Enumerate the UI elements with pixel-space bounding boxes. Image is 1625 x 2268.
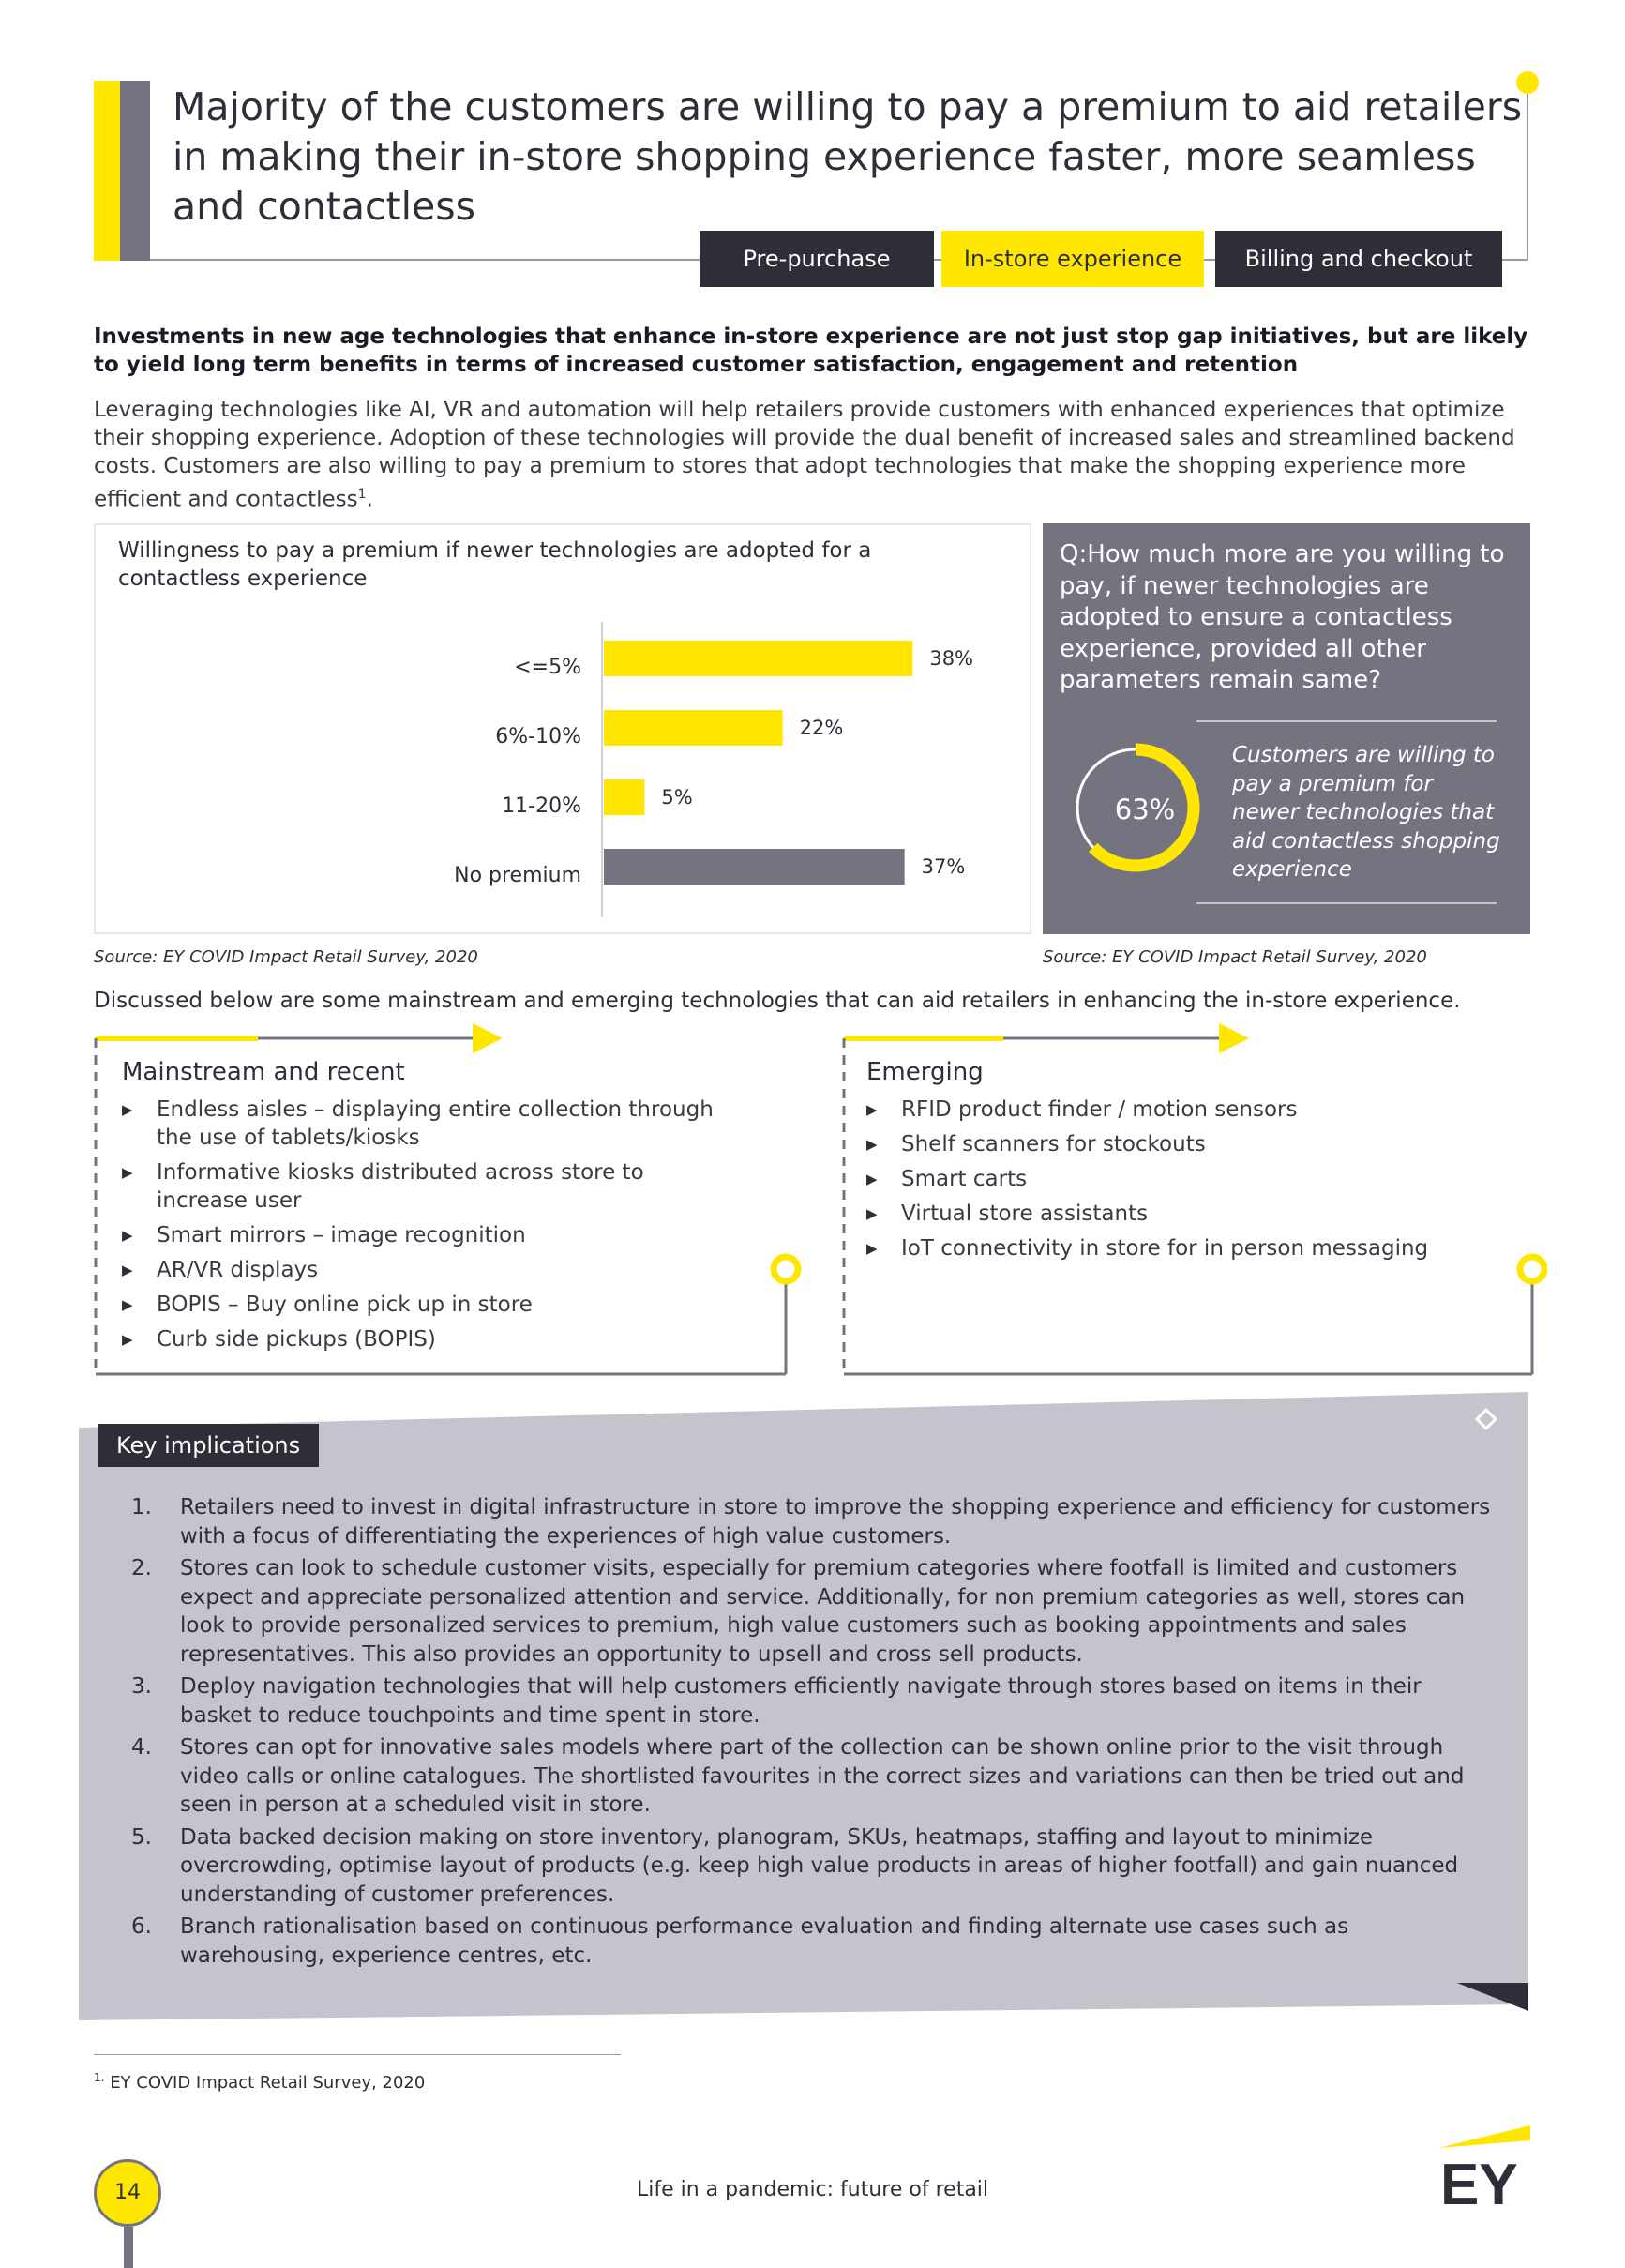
chart-value-label: 37% [921, 855, 966, 878]
donut-caption: Customers are willing to pay a premium for newer technologies that aid contactless shopping experience [1232, 743, 1500, 882]
list-item: ▶ Virtual store assistants [866, 1202, 1149, 1226]
footnote: $^{1.}$ EY COVID Impact Retail Survey, 2020 [94, 2071, 426, 2093]
chart-category-label: 6%-10% [495, 725, 581, 748]
list-item: ▶ Endless aisles – displaying entire collection through the use of tablets/kiosks [122, 1097, 714, 1150]
tab-pre-purchase[interactable]: Pre-purchase [700, 231, 934, 287]
bullet-arrow-icon: ▶ [866, 1240, 878, 1257]
footer-title: Life in a pandemic: future of retail [636, 2178, 989, 2201]
intro-lead: Investments in new age technologies that enhance in-store experience are not just stop gap initiatives, but are likely to yield long term benefits in terms of increased customer satisfaction, engagement and retention [94, 325, 1528, 377]
bullet-arrow-icon: ▶ [122, 1101, 133, 1118]
donut-value: 63% [1114, 794, 1176, 825]
chart-source: Source: EY COVID Impact Retail Survey, 2020 [94, 947, 478, 967]
ring-icon [1520, 1257, 1544, 1281]
list-item: ▶ Smart carts [866, 1167, 1028, 1191]
implication-item: 2. Stores can look to schedule customer visits, especially for premium categories where footfall is limited and customers expect and appreciate personalized attention and service. Additionally, for non premium categories as well, stores can look to provide personalized services to premium, high value customers such as booking appointments and sales representatives. This also provides an opportunity to upsell and cross sell products. [131, 1556, 1466, 1667]
header-accent-grey [120, 81, 150, 261]
key-implications-label: Key implications [98, 1424, 319, 1467]
intro-body: Leveraging technologies like AI, VR and automation will help retailers provide customers with enhanced experiences that optimize their shopping experience. Adoption of these technologies will provide the dual benefit of increased sales and streamlined backend costs. Customers are also willing to pay a premium to stores that adopt technologies that make the shopping experience more efficient and contactless$^1$. [94, 398, 1515, 512]
bullet-arrow-icon: ▶ [866, 1136, 878, 1153]
arrow-right-icon [1219, 1023, 1249, 1053]
implication-item: 1. Retailers need to invest in digital infrastructure in store to improve the shopping experience and efficiency for customers with a focus of differentiating the experiences of high value customers. [131, 1495, 1491, 1549]
question-divider-top [1196, 720, 1497, 722]
ey-logo [1438, 2122, 1532, 2215]
header-accent-yellow [94, 81, 120, 261]
mainstream-list [122, 1096, 722, 1360]
question-divider-bottom [1196, 902, 1497, 904]
list-item: ▶ BOPIS – Buy online pick up in store [122, 1293, 533, 1317]
page-number-stem [124, 2227, 133, 2268]
list-item: ▶ IoT connectivity in store for in person messaging [866, 1236, 1429, 1261]
chart-category-label: <=5% [514, 656, 581, 679]
chart-value-label: 22% [799, 717, 844, 739]
key-implications-list [128, 1493, 1497, 1973]
implication-item: 3. Deploy navigation technologies that will help customers efficiently navigate through stores based on items in their basket to reduce touchpoints and time spent in store. [131, 1674, 1422, 1728]
list-item: ▶ AR/VR displays [122, 1258, 319, 1282]
chart-bar [604, 779, 644, 815]
discussed-text: Discussed below are some mainstream and emerging technologies that can aid retailers in enhancing the in-store experience. [94, 989, 1461, 1013]
page-title: Majority of the customers are willing to pay a premium to aid retailers in making their in-store shopping experience faster, more seamless and contactless [173, 84, 1523, 229]
tab-in-store-experience[interactable]: In-store experience [941, 231, 1204, 287]
mainstream-heading: Mainstream and recent [122, 1058, 405, 1086]
emerging-list [866, 1096, 1467, 1269]
page-number: 14 [94, 2159, 161, 2227]
premium-bar-chart [94, 523, 1031, 934]
chart-bar [604, 849, 905, 885]
bullet-arrow-icon: ▶ [122, 1296, 133, 1313]
arrow-right-icon [473, 1023, 503, 1053]
bullet-arrow-icon: ▶ [122, 1262, 133, 1278]
svg-text:EY: EY [1440, 2153, 1518, 2215]
bullet-arrow-icon: ▶ [122, 1227, 133, 1244]
implication-item: 6. Branch rationalisation based on continuous performance evaluation and finding alternate use cases such as warehousing, experience centres, etc. [131, 1914, 1349, 1968]
list-item: ▶ Curb side pickups (BOPIS) [122, 1327, 436, 1352]
list-item: ▶ RFID product finder / motion sensors [866, 1097, 1298, 1122]
chart-bar [604, 641, 912, 676]
bullet-arrow-icon: ▶ [122, 1331, 133, 1348]
emerging-heading: Emerging [866, 1058, 984, 1086]
bullet-arrow-icon: ▶ [866, 1205, 878, 1222]
chart-title: Willingness to pay a premium if newer technologies are adopted for a contactless experience [118, 538, 872, 591]
chart-value-label: 5% [661, 786, 693, 809]
panel-source: Source: EY COVID Impact Retail Survey, 2020 [1043, 947, 1427, 967]
chart-bar [604, 710, 783, 746]
chart-value-label: 38% [929, 647, 974, 670]
header-rule-vertical [1527, 84, 1528, 261]
chart-category-label: 11-20% [502, 794, 581, 818]
list-item: ▶ Informative kiosks distributed across store to increase user [122, 1160, 644, 1213]
ring-icon [774, 1257, 798, 1281]
question-text: Q:How much more are you willing to pay, if newer technologies are adopted to ensure a contactless experience, provided all other parameters remain same? [1060, 540, 1505, 694]
footnote-ref: 1 [357, 487, 367, 502]
tab-billing-and-checkout[interactable]: Billing and checkout [1215, 231, 1502, 287]
footnote-rule [94, 2054, 621, 2055]
implication-item: 4. Stores can opt for innovative sales models where part of the collection can be shown online prior to the visit through video calls or online catalogues. The shortlisted favourites in the correct sizes and variations can then be tried out and seen in person at a scheduled visit in store. [131, 1735, 1465, 1817]
bullet-arrow-icon: ▶ [866, 1101, 878, 1118]
implication-item: 5. Data backed decision making on store inventory, planogram, SKUs, heatmaps, staffing and layout to minimize overcrowding, optimise layout of products (e.g. keep high value products in areas of higher footfall) and gain nuanced understanding of customer preferences. [131, 1824, 1459, 1907]
list-item: ▶ Smart mirrors – image recognition [122, 1223, 526, 1247]
bullet-arrow-icon: ▶ [122, 1164, 133, 1181]
chart-category-label: No premium [454, 864, 581, 887]
list-item: ▶ Shelf scanners for stockouts [866, 1132, 1206, 1157]
bullet-arrow-icon: ▶ [866, 1171, 878, 1187]
